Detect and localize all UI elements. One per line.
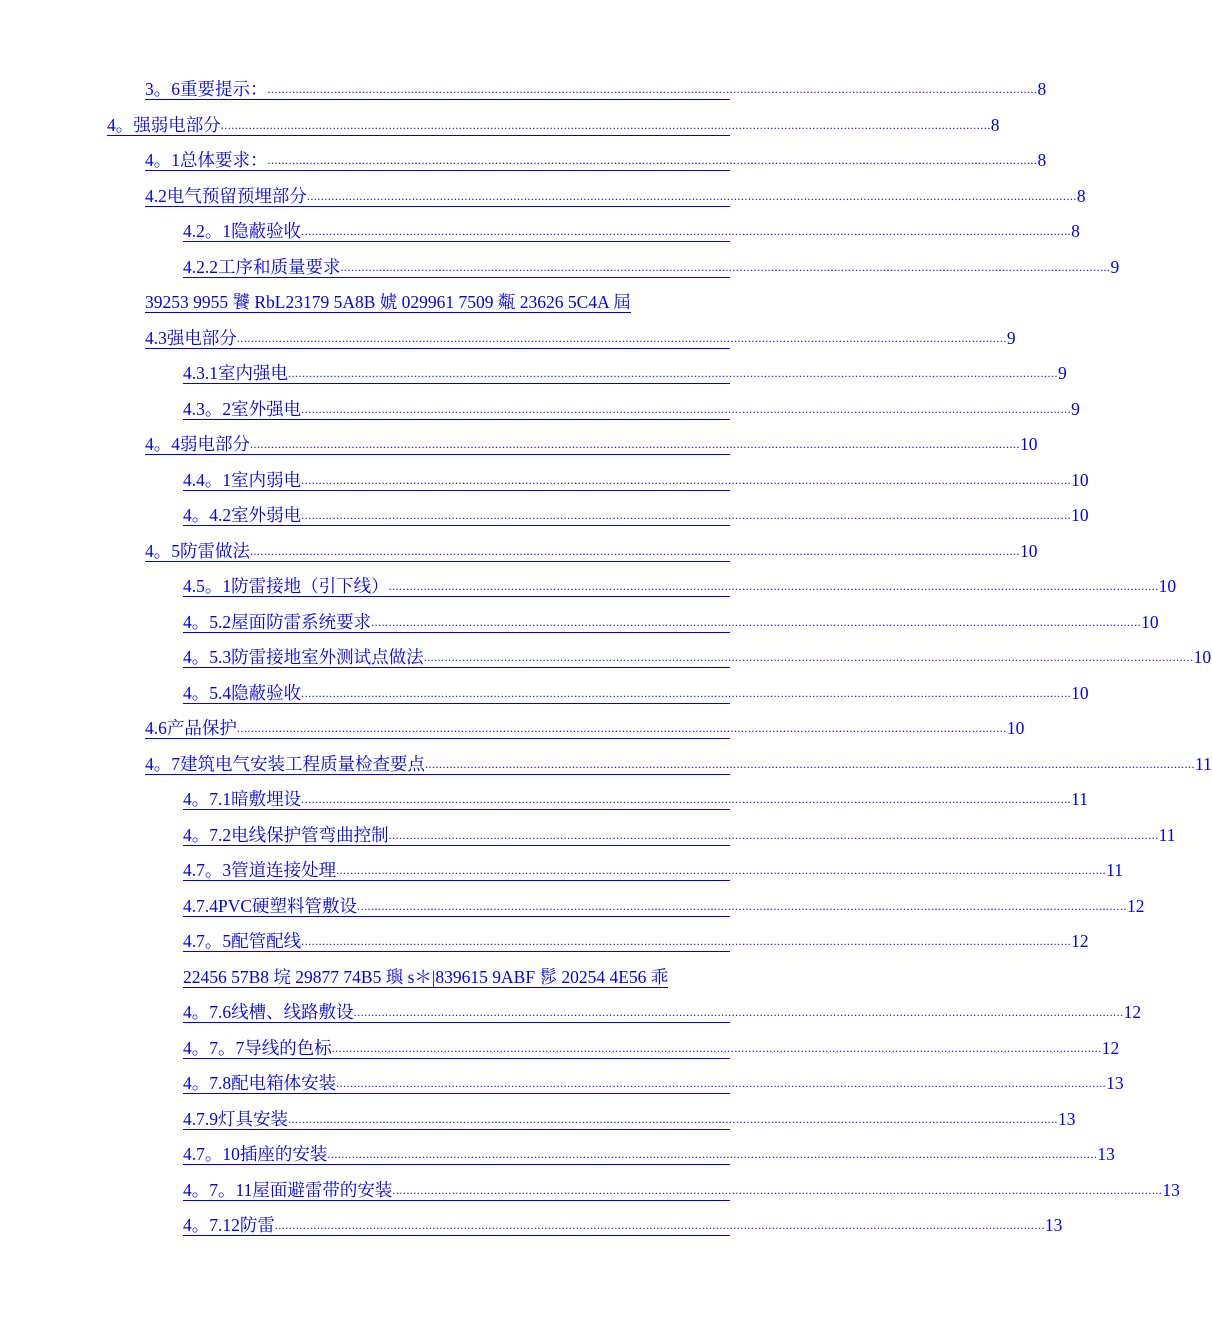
toc-leader-dots: ............................................................................................................................................................................................................................ bbox=[301, 224, 1072, 238]
toc-entry[interactable] bbox=[183, 217, 1080, 242]
toc-entry-title: 4。5防雷做法 bbox=[145, 541, 250, 561]
toc-entry-title: 4。7建筑电气安装工程质量检查要点 bbox=[145, 754, 425, 774]
toc-entry-page: 11 bbox=[1106, 860, 1123, 880]
toc-entry[interactable] bbox=[183, 1034, 1120, 1059]
toc-entry-page: 10 bbox=[1071, 683, 1089, 703]
toc-leader-dots: ............................................................................................................................................................................................................................ bbox=[220, 118, 991, 132]
toc-entry-title: 4.7。5配管配线 bbox=[183, 931, 302, 951]
toc-entry-title: 4.7。10插座的安装 bbox=[183, 1144, 328, 1164]
toc-leader-dots: ............................................................................................................................................................................................................................ bbox=[301, 402, 1072, 416]
toc-entry-page: 10 bbox=[1141, 612, 1159, 632]
toc-leader-dots: ............................................................................................................................................................................................................................ bbox=[327, 1147, 1098, 1161]
toc-entry-page: 10 bbox=[1020, 434, 1038, 454]
toc-entry-page: 10 bbox=[1006, 718, 1025, 738]
toc-entry-page: 13 bbox=[1058, 1109, 1076, 1129]
toc-entry[interactable] bbox=[183, 821, 1176, 846]
toc-entry-title: 4.3。2室外强电 bbox=[183, 399, 302, 419]
toc-entry[interactable] bbox=[145, 750, 1212, 775]
toc-entry-title: 4.5。1防雷接地（引下线） bbox=[183, 576, 389, 596]
toc-entry-page: 8 bbox=[990, 115, 1000, 135]
toc-entry[interactable] bbox=[183, 679, 1089, 704]
toc-entry-title: 4.3.1室内强电 bbox=[183, 363, 288, 383]
toc-entry-page: 10 bbox=[1020, 541, 1038, 561]
toc-entry-title: 3。6重要提示： bbox=[145, 79, 268, 99]
toc-entry-page: 11 bbox=[1195, 754, 1212, 774]
toc-entry-title: 4.6产品保护 bbox=[145, 718, 237, 738]
toc-entry-page: 8 bbox=[1037, 150, 1047, 170]
toc-leader-dots: ............................................................................................................................................................................................................................ bbox=[301, 508, 1072, 522]
toc-entry-title: 4.2.2工序和质量要求 bbox=[183, 257, 341, 277]
toc-leader-dots: ............................................................................................................................................................................................................................ bbox=[353, 1005, 1124, 1019]
toc-leader-dots: ............................................................................................................................................................................................................................ bbox=[301, 792, 1072, 806]
toc-entry-page: 12 bbox=[1101, 1038, 1120, 1058]
toc-entry-title: 4。5.2屋面防雷系统要求 bbox=[183, 612, 372, 632]
toc-entry-page: 8 bbox=[1037, 79, 1047, 99]
toc-entry[interactable] bbox=[183, 1211, 1063, 1236]
toc-entry-garbled[interactable] bbox=[145, 288, 631, 313]
toc-leader-dots: ............................................................................................................................................................................................................................ bbox=[392, 1183, 1163, 1197]
toc-entry-page: 10 bbox=[1071, 505, 1089, 525]
toc-entry[interactable] bbox=[183, 466, 1089, 491]
toc-entry[interactable] bbox=[183, 1105, 1076, 1130]
toc-entry[interactable] bbox=[183, 643, 1212, 668]
toc-leader-dots: ............................................................................................................................................................................................................................ bbox=[301, 473, 1072, 487]
toc-leader-dots: ............................................................................................................................................................................................................................ bbox=[288, 1112, 1058, 1126]
toc-entry[interactable] bbox=[107, 111, 1000, 136]
toc-entry-page: 9 bbox=[1071, 399, 1080, 419]
toc-leader-dots: ............................................................................................................................................................................................................................ bbox=[274, 1218, 1045, 1232]
toc-entry-page: 13 bbox=[1044, 1215, 1063, 1235]
toc-entry[interactable] bbox=[183, 1176, 1180, 1201]
toc-entry-title: 4.3强电部分 bbox=[145, 328, 237, 348]
toc-entry-title: 4。7.8配电箱体安装 bbox=[183, 1073, 337, 1093]
toc-entry[interactable] bbox=[145, 430, 1038, 455]
toc-leader-dots: ............................................................................................................................................................................................................................ bbox=[288, 366, 1058, 380]
toc-entry[interactable] bbox=[183, 359, 1067, 384]
toc-leader-dots: ............................................................................................................................................................................................................................ bbox=[388, 828, 1159, 842]
toc-entry-page: 13 bbox=[1097, 1144, 1115, 1164]
toc-leader-dots: ............................................................................................................................................................................................................................ bbox=[336, 863, 1107, 877]
toc-entry-page: 12 bbox=[1071, 931, 1089, 951]
toc-leader-dots: ............................................................................................................................................................................................................................ bbox=[306, 189, 1077, 203]
toc-entry-title: 4。1总体要求： bbox=[145, 150, 268, 170]
toc-entry[interactable] bbox=[145, 182, 1086, 207]
toc-entry-page: 13 bbox=[1106, 1073, 1124, 1093]
toc-entry-garbled[interactable] bbox=[183, 963, 668, 988]
toc-leader-dots: ............................................................................................................................................................................................................................ bbox=[336, 1076, 1107, 1090]
toc-entry-title: 4.7.9灯具安装 bbox=[183, 1109, 288, 1129]
toc-entry[interactable] bbox=[183, 856, 1123, 881]
toc-entry-title: 4。5.4隐蔽验收 bbox=[183, 683, 302, 703]
toc-leader-dots: ............................................................................................................................................................................................................................ bbox=[301, 934, 1072, 948]
toc-leader-dots: ............................................................................................................................................................................................................................ bbox=[388, 579, 1159, 593]
toc-entry-title: 4.7.4PVC硬塑料管敷设 bbox=[183, 896, 358, 916]
toc-entry-page: 10 bbox=[1193, 647, 1212, 667]
toc-entry-title: 4。7.6线槽、线路敷设 bbox=[183, 1002, 354, 1022]
toc-leader-dots: ............................................................................................................................................................................................................................ bbox=[236, 331, 1007, 345]
toc-entry[interactable] bbox=[183, 892, 1145, 917]
toc-entry-page: 11 bbox=[1071, 789, 1088, 809]
toc-entry-page: 10 bbox=[1158, 576, 1177, 596]
toc-entry-title: 4.4。1室内弱电 bbox=[183, 470, 302, 490]
toc-leader-dots: ............................................................................................................................................................................................................................ bbox=[340, 260, 1111, 274]
toc-entry-title: 4。5.3防雷接地室外测试点做法 bbox=[183, 647, 424, 667]
toc-entry[interactable] bbox=[145, 714, 1025, 739]
toc-entry-page: 8 bbox=[1076, 186, 1086, 206]
toc-entry-page: 8 bbox=[1071, 221, 1080, 241]
toc-leader-dots: ............................................................................................................................................................................................................................ bbox=[331, 1041, 1102, 1055]
toc-entry-title: 4。7.12防雷 bbox=[183, 1215, 275, 1235]
toc-entry-title: 4.2电气预留预埋部分 bbox=[145, 186, 307, 206]
toc-entry-title: 4。7.1暗敷埋设 bbox=[183, 789, 302, 809]
toc-leader-dots: ............................................................................................................................................................................................................................ bbox=[250, 544, 1020, 558]
toc-leader-dots: ............................................................................................................................................................................................................................ bbox=[267, 153, 1038, 167]
toc-entry-title: 4。7。7导线的色标 bbox=[183, 1038, 332, 1058]
toc-entry-page: 9 bbox=[1110, 257, 1120, 277]
toc-entry-title: 4.2。1隐蔽验收 bbox=[183, 221, 302, 241]
toc-entry[interactable] bbox=[183, 785, 1088, 810]
toc-leader-dots: ............................................................................................................................................................................................................................ bbox=[423, 650, 1194, 664]
toc-leader-dots: ............................................................................................................................................................................................................................ bbox=[357, 899, 1128, 913]
toc-entry-title: 4。4.2室外弱电 bbox=[183, 505, 302, 525]
toc-entry[interactable] bbox=[183, 998, 1142, 1023]
toc-entry[interactable] bbox=[145, 324, 1016, 349]
toc-entry[interactable] bbox=[183, 572, 1177, 597]
toc-entry-page: 12 bbox=[1127, 896, 1145, 916]
toc-entry[interactable] bbox=[183, 1069, 1124, 1094]
toc-entry[interactable] bbox=[183, 395, 1080, 420]
toc-entry[interactable] bbox=[183, 608, 1159, 633]
toc-entry[interactable] bbox=[183, 253, 1120, 278]
toc-entry[interactable] bbox=[183, 927, 1089, 952]
toc-entry-page: 9 bbox=[1006, 328, 1016, 348]
toc-leader-dots: ............................................................................................................................................................................................................................ bbox=[236, 721, 1007, 735]
toc-leader-dots: ............................................................................................................................................................................................................................ bbox=[250, 437, 1020, 451]
toc-entry-page: 9 bbox=[1058, 363, 1067, 383]
toc-entry-page: 13 bbox=[1162, 1180, 1180, 1200]
toc-entry[interactable] bbox=[145, 537, 1038, 562]
toc-entry-title: 22456 57B8 垸 29877 74B5 璵 s＊|839615 9ABF 髿 20254 4E56 乖 bbox=[183, 967, 669, 987]
toc-entry[interactable] bbox=[183, 501, 1089, 526]
toc-entry-page: 10 bbox=[1071, 470, 1089, 490]
toc-entry-title: 4。强弱电部分 bbox=[107, 115, 221, 135]
toc-entry[interactable] bbox=[183, 1140, 1115, 1165]
toc-entry-title: 4。4弱电部分 bbox=[145, 434, 250, 454]
toc-entry-page: 12 bbox=[1123, 1002, 1142, 1022]
toc-entry-title: 39253 9955 饕 RbL23179 5A8B 婋 029961 7509 甐 23626 5C4A 屆 bbox=[145, 292, 631, 312]
toc-entry-title: 4。7.2电线保护管弯曲控制 bbox=[183, 825, 389, 845]
toc-entry-title: 4.7。3管道连接处理 bbox=[183, 860, 337, 880]
toc-leader-dots: ............................................................................................................................................................................................................................ bbox=[425, 757, 1195, 771]
toc-leader-dots: ............................................................................................................................................................................................................................ bbox=[301, 686, 1072, 700]
toc-leader-dots: ............................................................................................................................................................................................................................ bbox=[267, 82, 1038, 96]
toc-entry[interactable] bbox=[145, 146, 1047, 171]
toc-entry-page: 11 bbox=[1158, 825, 1176, 845]
toc-entry-title: 4。7。11屋面避雷带的安装 bbox=[183, 1180, 393, 1200]
toc-leader-dots: ............................................................................................................................................................................................................................ bbox=[371, 615, 1142, 629]
toc-entry[interactable] bbox=[145, 75, 1047, 100]
